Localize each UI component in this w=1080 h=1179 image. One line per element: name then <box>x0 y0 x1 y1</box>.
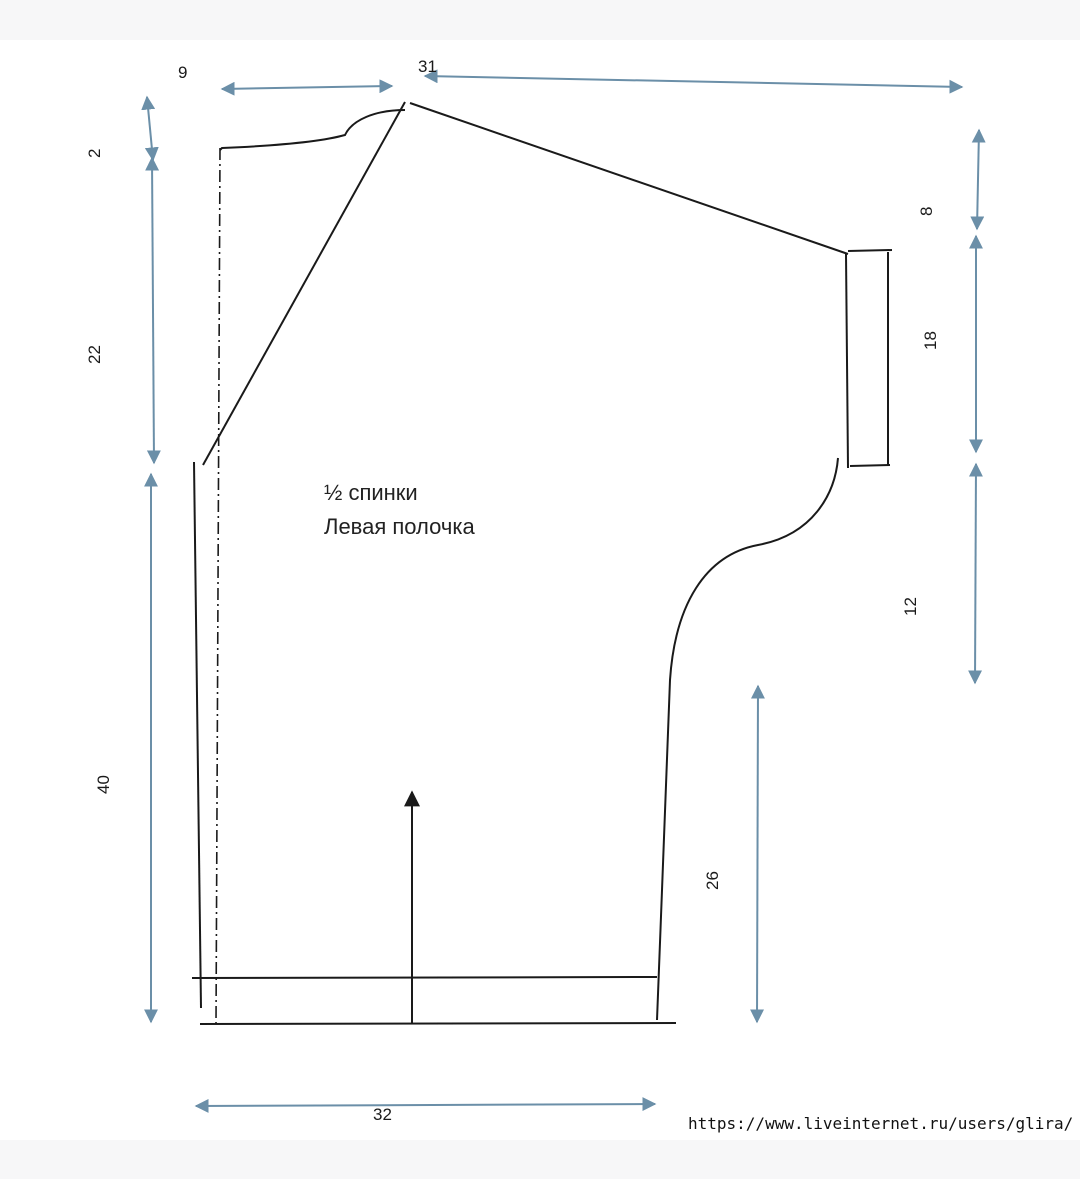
dim-arrow-neck <box>222 86 392 89</box>
dim-label-hem: 32 <box>373 1105 392 1124</box>
cuff-left <box>846 254 848 468</box>
piece-label-line1: ½ спинки <box>324 480 418 505</box>
dim-label-shoulder-drop: 8 <box>917 206 936 216</box>
dim-label-neck-drop: 2 <box>85 148 104 158</box>
pattern-outline <box>192 102 892 1025</box>
underarm-curve <box>657 458 838 1020</box>
source-watermark: https://www.liveinternet.ru/users/glira/ <box>688 1114 1074 1133</box>
dimension-arrows <box>147 76 979 1106</box>
hem-rib-line <box>192 977 657 978</box>
piece-label-line2: Левая полочка <box>324 514 475 539</box>
dim-label-cuff: 18 <box>921 331 940 350</box>
dim-arrow-raglan-top <box>425 76 962 87</box>
raglan-line-top <box>410 103 848 254</box>
dim-label-side-length: 40 <box>94 775 113 794</box>
cuff-bottom <box>850 465 890 466</box>
dim-arrow-hem <box>196 1104 655 1106</box>
dim-label-raglan-top: 31 <box>418 57 437 76</box>
pattern-diagram <box>0 40 1080 1140</box>
front-edge <box>194 462 201 1008</box>
dim-label-underarm: 12 <box>901 597 920 616</box>
dim-label-raglan-depth: 22 <box>85 345 104 364</box>
dim-arrow-raglan-depth <box>152 158 154 463</box>
center-line <box>216 148 220 1025</box>
hem-line <box>200 1023 676 1024</box>
dim-label-neck: 9 <box>178 63 188 82</box>
cuff-top <box>848 250 892 251</box>
pattern-canvas <box>0 40 1080 1140</box>
dim-label-side-seam: 26 <box>703 871 722 890</box>
dim-arrow-shoulder-drop <box>977 130 979 229</box>
dim-arrow-underarm <box>975 464 976 683</box>
dim-arrow-neck-drop <box>147 97 153 160</box>
neckline-curve <box>220 110 405 150</box>
dim-arrow-side-seam <box>757 686 758 1022</box>
raglan-line-front <box>203 102 405 465</box>
